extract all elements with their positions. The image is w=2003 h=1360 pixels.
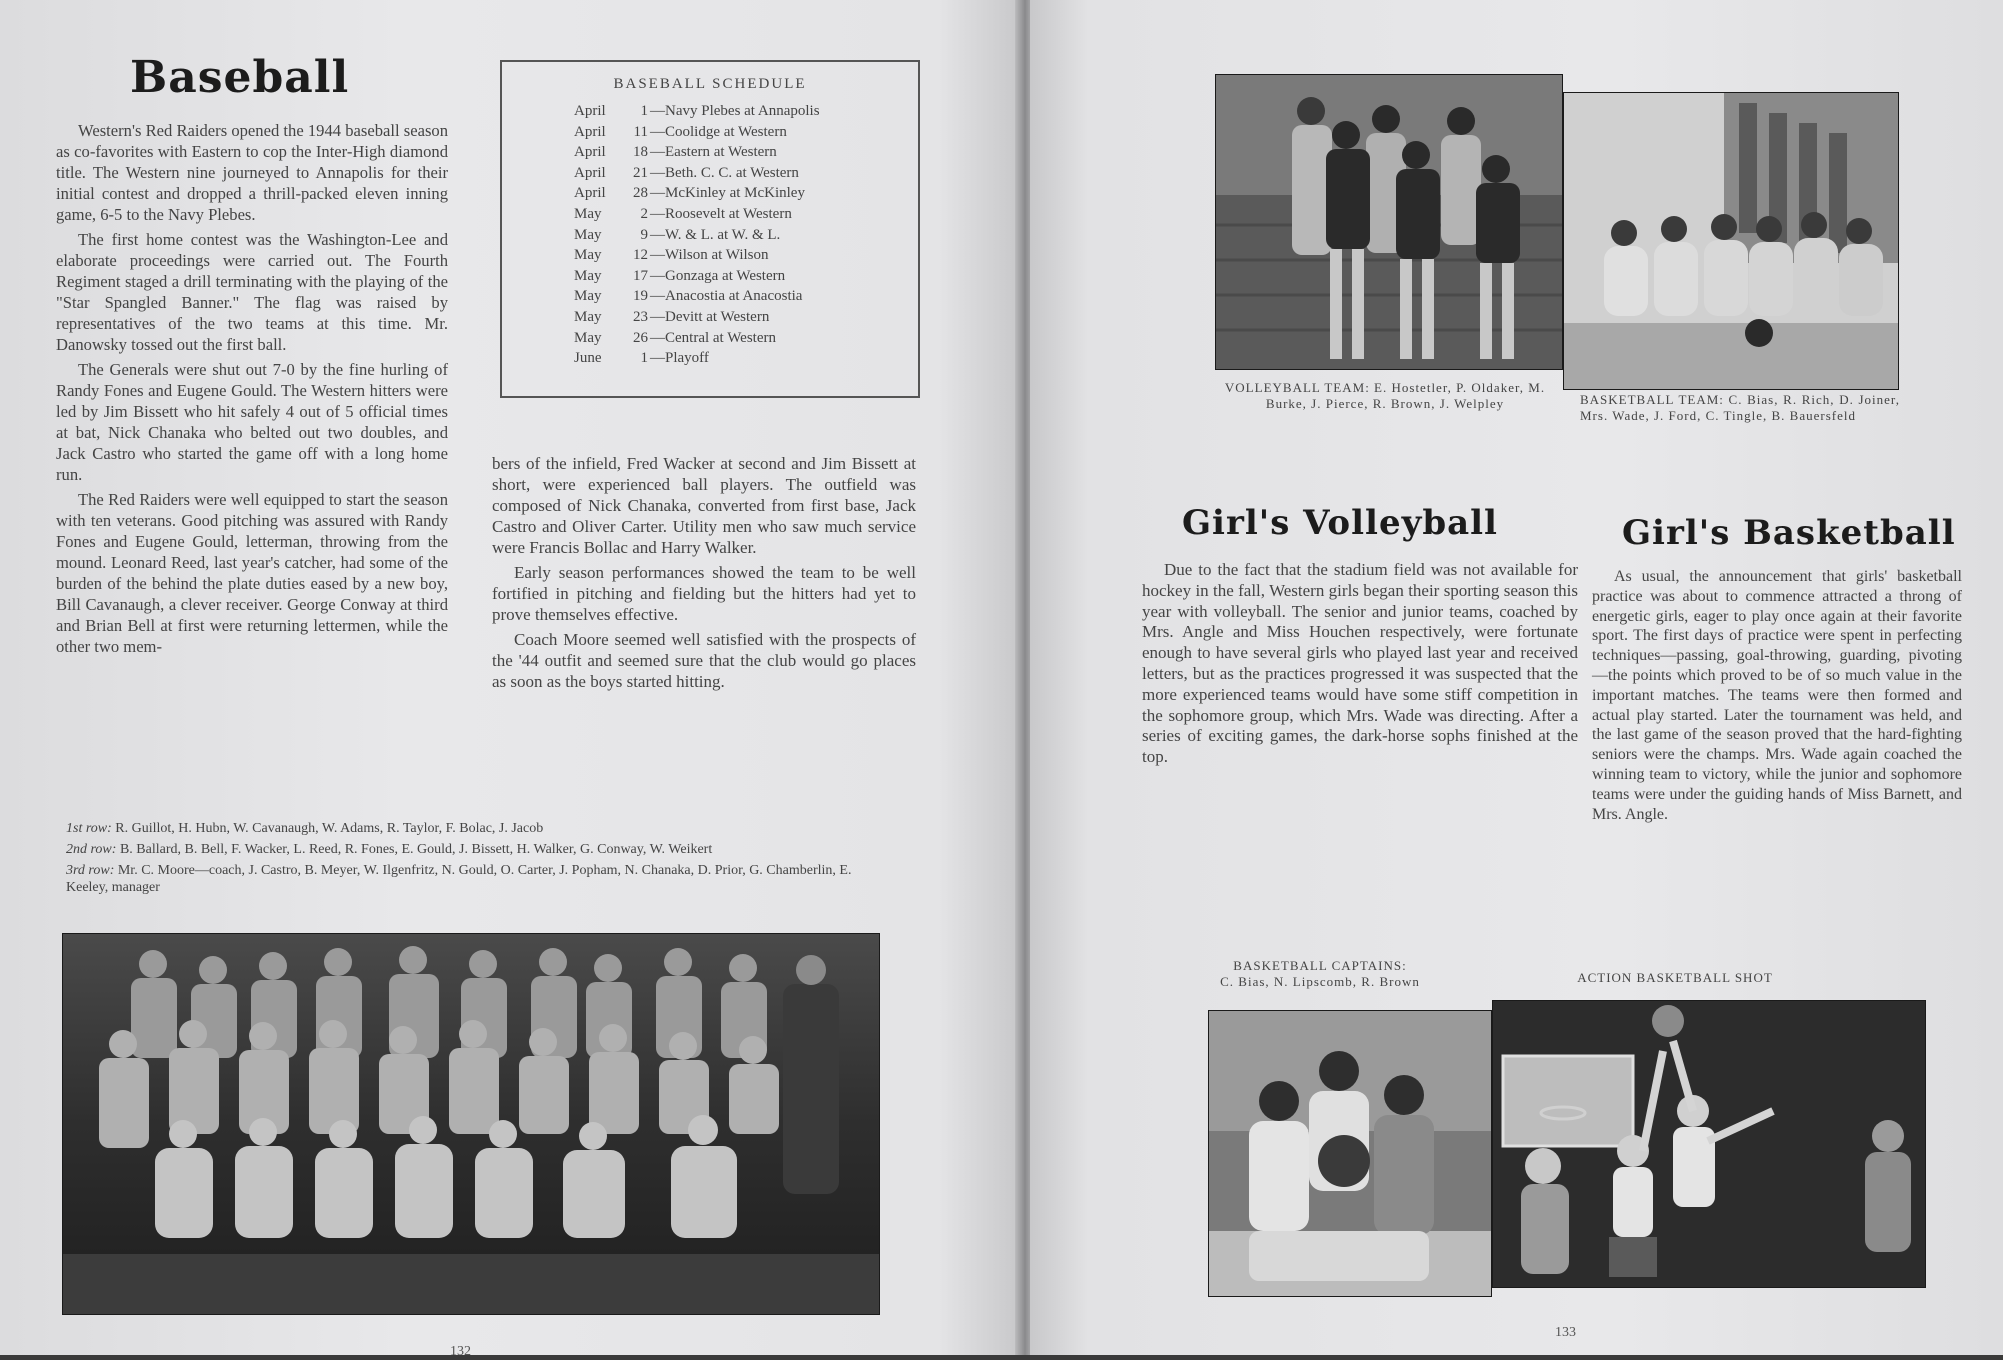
schedule-game: McKinley at McKinley [665, 185, 805, 202]
schedule-month: May [574, 267, 602, 284]
baseball-paragraph-4: The Red Raiders were well equipped to start the season with ten veterans. Good pitching was assured with Randy Fones and Eugene Gould, letterman, throwing from the mound. Leonard Reed, last year's catcher, had some of the burden of the behind the plate duties eased by a new boy, Bill Cavanaugh, a clever receiver. George Conway at third and Brian Bell at first were returning lettermen, while the other two mem- [56, 490, 448, 656]
schedule-day: 1 [640, 103, 648, 119]
baseball-paragraph-1: Western's Red Raiders opened the 1944 baseball season as co-favorites with Eastern to cop the Inter-High diamond title. The Western nine journeyed to Annapolis for their initial contest and dropped a thrill-packed eleven inning game, 6-5 to the Navy Plebes. [56, 121, 448, 224]
basketball-heading: Girl's Basketball [1622, 513, 1956, 553]
caption-row-1 [66, 820, 886, 837]
schedule-row [574, 307, 898, 328]
dash: — [650, 205, 665, 222]
schedule-month: May [574, 205, 602, 222]
schedule-day: 12 [633, 247, 648, 264]
baseball-paragraph-6: Early season performances showed the team to be well fortified in pitching and fielding but the hitters had yet to prove themselves effective. [492, 563, 916, 624]
row-label: 2nd row: [66, 842, 117, 857]
schedule-month: May [574, 288, 602, 305]
schedule-day: 2 [640, 205, 648, 222]
captains-names: C. Bias, N. Lipscomb, R. Brown [1220, 974, 1420, 989]
volleyball-heading: Girl's Volleyball [1182, 503, 1498, 543]
schedule-game: Beth. C. C. at Western [665, 164, 799, 181]
row-names: R. Guillot, H. Hubn, W. Cavanaugh, W. Adams, R. Taylor, F. Bolac, J. Jacob [115, 821, 544, 836]
action-basketball-photo [1492, 1000, 1926, 1288]
schedule-row [574, 348, 898, 369]
volleyball-team-caption: VOLLEYBALL TEAM: E. Hostetler, P. Oldaker, M. Burke, J. Pierce, R. Brown, J. Welpley [1224, 380, 1546, 411]
schedule-game: Playoff [665, 350, 709, 367]
schedule-game: Roosevelt at Western [665, 205, 792, 222]
schedule-day: 17 [633, 267, 648, 284]
row-names: B. Ballard, B. Bell, F. Wacker, L. Reed, R. Fones, E. Gould, J. Bissett, H. Walker, G. Conway, W. Weikert [119, 842, 713, 857]
schedule-game: Navy Plebes at Annapolis [665, 103, 820, 119]
dash: — [650, 308, 665, 325]
right-page [1030, 0, 2003, 1355]
baseball-heading: Baseball [130, 52, 350, 103]
schedule-month: June [574, 350, 602, 367]
dash: — [650, 185, 665, 202]
basketball-captains-photo-art [1209, 1011, 1491, 1296]
dash: — [650, 288, 665, 305]
volleyball-team-photo-art [1216, 75, 1562, 369]
schedule-day: 11 [633, 123, 648, 140]
schedule-game: Devitt at Western [665, 308, 770, 325]
schedule-day: 26 [633, 329, 648, 346]
basketball-text: As usual, the announcement that girls' basketball practice was about to commence attracted a throng of energetic girls, eager to play once again at their favorite sport. The first days of practice were spent in perfecting techniques—passing, goal-throwing, guarding, pivoting—the points which proved to be of so much value in the important matches. The teams were then formed and actual play started. Later the tournament was held, and the last game of the season proved that the hard-fighting seniors were the champs. Mrs. Wade again coached the winning team to victory, while the junior and sophomore teams were under the guiding hands of Miss Barnett, and Mrs. Angle. [1592, 568, 1962, 823]
schedule-game: Anacostia at Anacostia [665, 288, 803, 305]
row-label: 1st row: [66, 821, 112, 836]
schedule-day: 1 [640, 350, 648, 367]
schedule-day: 21 [633, 164, 648, 181]
volleyball-text: Due to the fact that the stadium field was not available for hockey in the fall, Western girls began their sporting season this year with volleyball. The senior and junior teams, coached by Mrs. Angle and Miss Houchen respectively, were fortunate enough to have several girls who played last year and received letters, but as the practices progressed it was suspected that the more experienced teams would have some stiff competition in the sophomore group, which Mrs. Wade was directing. After a series of exciting games, the dark-horse sophs finished at the top. [1142, 560, 1578, 767]
schedule-month: May [574, 247, 602, 264]
baseball-schedule-box [500, 60, 920, 398]
schedule-day: 28 [633, 185, 648, 202]
basketball-team-photo-art [1564, 93, 1898, 389]
schedule-day: 9 [640, 226, 648, 243]
left-page-number: 132 [450, 1344, 471, 1359]
action-shot-caption: ACTION BASKETBALL SHOT [1577, 970, 1773, 985]
row-label: 3rd row: [66, 863, 115, 878]
schedule-day: 18 [633, 144, 648, 161]
schedule-month: May [574, 329, 602, 346]
schedule-row [574, 204, 898, 225]
schedule-row [574, 122, 898, 143]
schedule-month: April [574, 123, 606, 140]
schedule-game: Gonzaga at Western [665, 267, 786, 284]
schedule-row [574, 266, 898, 287]
baseball-paragraph-2: The first home contest was the Washington-Lee and elaborate proceedings were carried out. The Fourth Regiment staged a drill terminating with the playing of the "Star Spangled Banner." The flag was raised by representatives of the two teams at this time. Mr. Danowsky tossed out the first ball. [56, 230, 448, 354]
team-photo-caption [66, 820, 886, 896]
schedule-month: April [574, 103, 606, 119]
basketball-captains-photo [1208, 1010, 1492, 1297]
action-basketball-photo-art [1493, 1001, 1925, 1287]
schedule-game: Eastern at Western [665, 144, 777, 161]
schedule-game: W. & L. at W. & L. [665, 226, 781, 243]
dash: — [650, 247, 665, 264]
baseball-paragraph-5: bers of the infield, Fred Wacker at second and Jim Bissett at short, were experienced ball players. The outfield was composed of Nick Chanaka, converted from first base, Jack Castro and Oliver Carter. Utility men who saw much service were Francis Bollac and Harry Walker. [492, 454, 916, 557]
dash: — [650, 329, 665, 346]
basketball-captains-caption [1200, 958, 1440, 990]
schedule-row [574, 225, 898, 246]
schedule-title: BASEBALL SCHEDULE [613, 76, 807, 92]
right-page-number: 133 [1555, 1325, 1576, 1340]
dash: — [650, 144, 665, 161]
schedule-row [574, 328, 898, 349]
schedule-row [574, 183, 898, 204]
baseball-column-1 [56, 120, 448, 661]
basketball-team-photo [1563, 92, 1899, 390]
schedule-month: April [574, 144, 606, 161]
dash: — [650, 164, 665, 181]
dash: — [650, 103, 665, 119]
volleyball-team-photo [1215, 74, 1563, 370]
schedule-row [574, 101, 898, 122]
schedule-month: April [574, 185, 606, 202]
schedule-month: April [574, 164, 606, 181]
baseball-paragraph-3: The Generals were shut out 7-0 by the fine hurling of Randy Fones and Eugene Gould. The Western hitters were led by Jim Bissett who hit safely 4 out of 5 official times at bat, Nick Chanaka who belted out two doubles, and Jack Castro who started the game off with a long home run. [56, 360, 448, 484]
schedule-row [574, 245, 898, 266]
schedule-day: 19 [633, 288, 648, 305]
schedule-month: May [574, 226, 602, 243]
schedule-row [574, 163, 898, 184]
row-names: Mr. C. Moore—coach, J. Castro, B. Meyer, W. Ilgenfritz, N. Gould, O. Carter, J. Popham, N. Chanaka, D. Prior, G. Chamberlin, E. Keeley, manager [66, 863, 852, 895]
dash: — [650, 226, 665, 243]
schedule-game: Coolidge at Western [665, 123, 787, 140]
basketball-team-caption: BASKETBALL TEAM: C. Bias, R. Rich, D. Joiner, Mrs. Wade, J. Ford, C. Tingle, B. Bauersfeld [1580, 392, 1900, 423]
baseball-team-photo [62, 933, 880, 1315]
captains-title: BASKETBALL CAPTAINS: [1233, 958, 1407, 973]
schedule-row [574, 286, 898, 307]
schedule-day: 23 [633, 308, 648, 325]
schedule-month: May [574, 308, 602, 325]
dash: — [650, 123, 665, 140]
schedule-list [522, 101, 898, 369]
dash: — [650, 350, 665, 367]
schedule-game: Wilson at Wilson [665, 247, 769, 264]
baseball-column-2 [492, 453, 916, 696]
schedule-game: Central at Western [665, 329, 776, 346]
baseball-paragraph-7: Coach Moore seemed well satisfied with the prospects of the '44 outfit and seemed sure that the club would go places as soon as the boys started hitting. [492, 630, 916, 691]
caption-row-2 [66, 841, 886, 858]
dash: — [650, 267, 665, 284]
caption-row-3 [66, 862, 886, 896]
baseball-team-photo-art [63, 934, 879, 1314]
schedule-row [574, 142, 898, 163]
